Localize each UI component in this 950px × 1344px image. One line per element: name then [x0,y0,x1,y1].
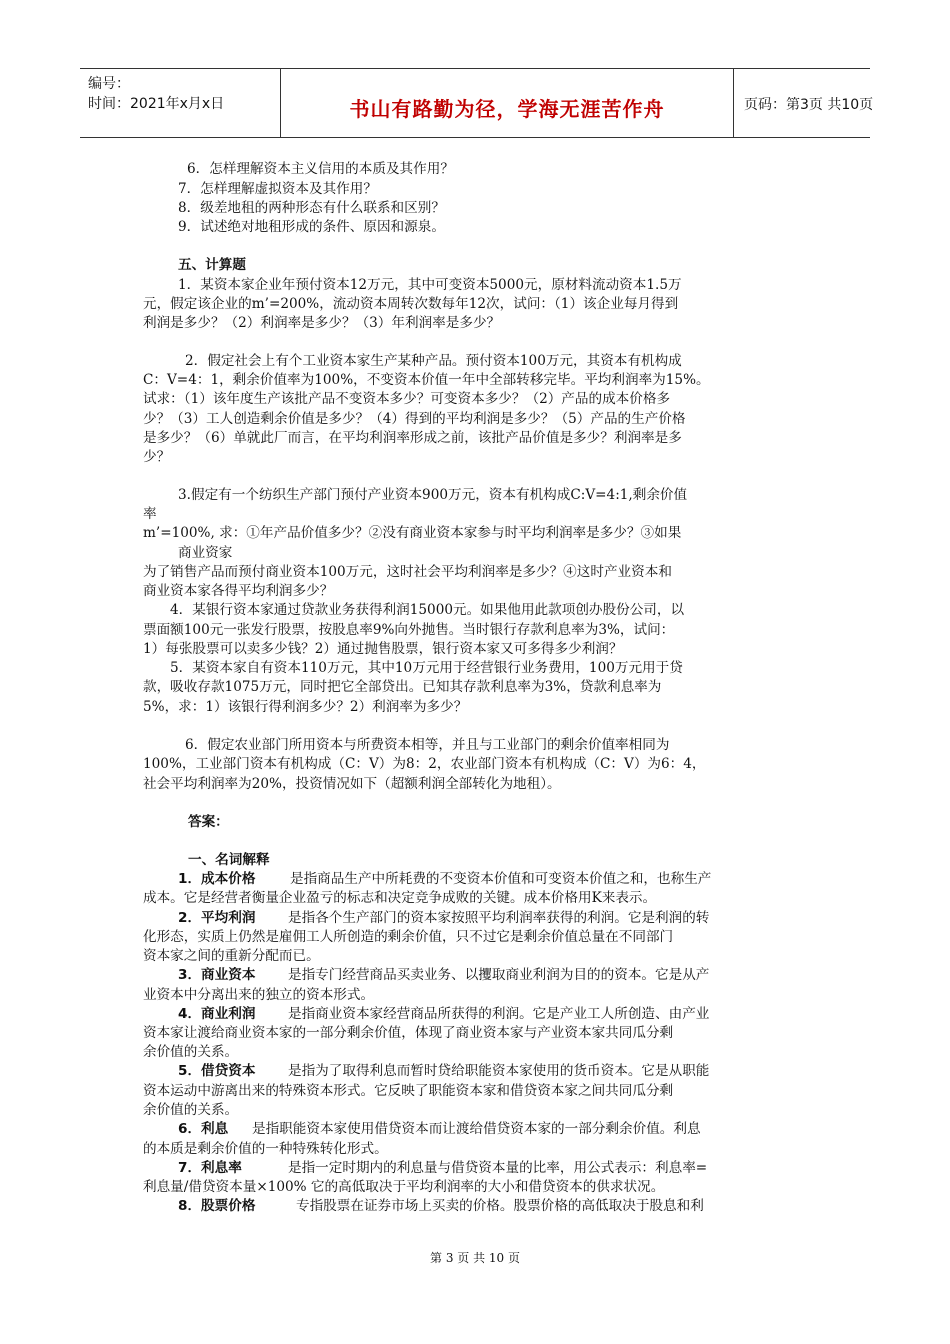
text-line: 5%，求：1）该银行得利润多少？2）利润率为多少？ [143,699,468,715]
number-label: 编号： [88,76,130,92]
text-line: 余价值的关系。 [143,1102,239,1118]
text-line: 是指专门经营商品买卖业务、以攫取商业利润为目的的资本。它是从产 [288,967,710,983]
term-title: 4．商业利润 [178,1006,256,1022]
date-label: 时间：2021年x月x日 [88,96,225,112]
text-line: 7．怎样理解虚拟资本及其作用？ [178,181,377,197]
text-line: 是指商品生产中所耗费的不变资本价值和可变资本价值之和，也称生产 [290,871,712,887]
term-title: 3．商业资本 [178,967,256,983]
text-line: 是指职能资本家使用借贷资本而让渡给借贷资本家的一部分剩余价值。利息 [252,1121,701,1137]
text-line: 9．试述绝对地租形成的条件、原因和源泉。 [178,219,445,235]
text-line: C：V=4：1，剩余价值率为100%，不变资本价值一年中全部转移完毕。平均利润率为15%。 [143,372,710,388]
text-line: 专指股票在证券市场上买卖的价格。股票价格的高低取决于股息和利 [296,1198,704,1214]
text-line: 业资本中分离出来的独立的资本形式。 [143,987,375,1003]
term-title: 8．股票价格 [178,1198,256,1214]
text-line: 利息量/借贷资本量×100% 它的高低取决于平均利润率的大小和借贷资本的供求状况。 [143,1179,665,1195]
text-line: 资本家让渡给商业资本家的一部分剩余价值，体现了商业资本家与产业资本家共同瓜分剩 [143,1025,674,1041]
text-line: 为了销售产品而预付商业资本100万元，这时社会平均利润率是多少？④这时产业资本和 [143,564,672,580]
motto: 书山有路勤为径，学海无涯苦作舟 [349,97,665,121]
page-info: 页码：第3页 共10页 [744,97,874,113]
text-line: 成本。它是经营者衡量企业盈亏的标志和决定竞争成败的关键。成本价格用K来表示。 [143,890,657,906]
text-line: 商业资家 [178,545,233,561]
answers-heading: 答案： [188,814,229,830]
header-right-cell [732,69,874,137]
text-line: 率 [143,506,157,522]
text-line: 元，假定该企业的m’=200%，流动资本周转次数每年12次，试问：（1）该企业每月得到 [143,296,679,312]
term-title: 1．成本价格 [178,871,256,887]
text-line: 少？ [143,449,171,465]
text-line: 5．某资本家自有资本110万元，其中10万元用于经营银行业务费用，100万元用于贷 [170,660,683,676]
text-line: 是指商业资本家经营商品所获得的利润。它是产业工人所创造、由产业 [288,1006,710,1022]
text-line: 化形态，实质上仍然是雇佣工人所创造的剩余价值，只不过它是剩余价值总量在不同部门 [143,929,674,945]
text-line: 2．假定社会上有个工业资本家生产某种产品。预付资本100万元，其资本有机构成 [185,353,682,369]
text-line: 1．某资本家企业年预付资本12万元，其中可变资本5000元，原材料流动资本1.5万 [178,277,682,293]
term-title: 5．借贷资本 [178,1063,256,1079]
header-motto-cell [280,69,734,137]
text-line: 是指一定时期内的利息量与借贷资本量的比率，用公式表示：利息率= [288,1160,708,1176]
text-line: 100%，工业部门资本有机构成（C：V）为8：2，农业部门资本有机构成（C：V）为6：4， [143,756,706,772]
text-line: 试求：（1）该年度生产该批产品不变资本多少？可变资本多少？（2）产品的成本价格多 [143,391,671,407]
text-line: 6．怎样理解资本主义信用的本质及其作用？ [187,161,454,177]
text-line: 资本家之间的重新分配而已。 [143,948,320,964]
text-line: 余价值的关系。 [143,1044,239,1060]
text-line: 少？（3）工人创造剩余价值是多少？（4）得到的平均利润是多少？（5）产品的生产价格 [143,411,686,427]
text-line: 8．级差地租的两种形态有什么联系和区别？ [178,200,445,216]
page-header [80,68,874,138]
text-line: 票面额100元一张发行股票，按股息率9%向外抛售。当时银行存款利息率为3%，试问： [143,622,675,638]
text-line: 的本质是剩余价值的一种特殊转化形式。 [143,1141,388,1157]
text-line: 资本运动中游离出来的特殊资本形式。它反映了职能资本家和借贷资本家之间共同瓜分剩 [143,1083,674,1099]
text-line: 款，吸收存款1075万元，同时把它全部贷出。已知其存款利息率为3%，贷款利息率为 [143,679,662,695]
text-line: 是指为了取得利息而暂时贷给职能资本家使用的货币资本。它是从职能 [288,1063,710,1079]
page-footer: 第 3 页 共 10 页 [430,1251,520,1265]
text-line: 商业资本家各得平均利润多少？ [143,583,334,599]
text-line: 3.假定有一个纺织生产部门预付产业资本900万元，资本有机构成C:V=4:1,剩余价值 [178,487,688,503]
text-line: 1）每张股票可以卖多少钱？2）通过抛售股票，银行资本家又可多得多少利润？ [143,641,623,657]
text-line: 是指各个生产部门的资本家按照平均利润率获得的利润。它是利润的转 [288,910,710,926]
section-heading: 五、计算题 [178,257,246,273]
term-title: 7．利息率 [178,1160,242,1176]
text-line: m’=100%, 求：①年产品价值多少？②没有商业资本家参与时平均利润率是多少？③如果 [143,525,682,541]
header-left-cell [80,69,280,137]
subsection-heading: 一、名词解释 [188,852,270,868]
text-line: 6．假定农业部门所用资本与所费资本相等，并且与工业部门的剩余价值率相同为 [185,737,670,753]
text-line: 社会平均利润率为20%，投资情况如下（超额利润全部转化为地租）。 [143,776,561,792]
term-title: 6．利息 [178,1121,229,1137]
text-line: 利润是多少？（2）利润率是多少？（3）年利润率是多少？ [143,315,501,331]
text-line: 是多少？（6）单就此厂而言，在平均利润率形成之前，该批产品价值是多少？利润率是多 [143,430,682,446]
text-line: 4．某银行资本家通过贷款业务获得利润15000元。如果他用此款项创办股份公司，以 [170,602,685,618]
term-title: 2．平均利润 [178,910,256,926]
